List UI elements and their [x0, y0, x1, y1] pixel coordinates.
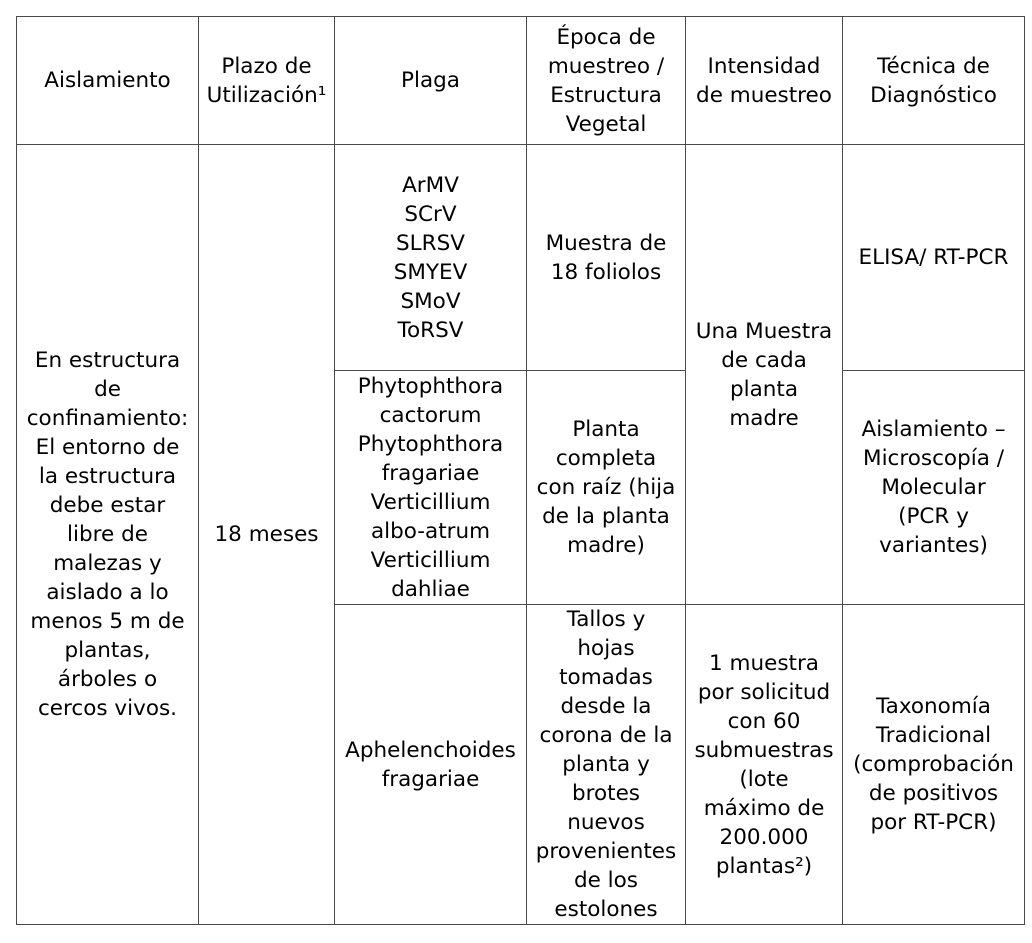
header-tecnica: Técnica de Diagnóstico — [843, 17, 1025, 145]
cell-aislamiento: En estructura de confinamiento: El entorno de la estructura debe estar libre de malezas y aislado a lo menos 5 m de plantas, árboles o cercos vivos. — [17, 145, 199, 925]
cell-plaga: ArMV SCrV SLRSV SMYEV SMoV ToRSV — [335, 145, 527, 371]
header-intensidad: Intensidad de muestreo — [686, 17, 843, 145]
cell-tecnica: Taxonomía Tradicional (comprobación de positivos por RT-PCR) — [843, 605, 1025, 925]
header-epoca: Época de muestreo / Estructura Vegetal — [527, 17, 686, 145]
sampling-table — [16, 16, 1025, 925]
header-plaga: Plaga — [335, 17, 527, 145]
cell-plazo: 18 meses — [199, 145, 335, 925]
cell-intensidad: Una Muestra de cada planta madre — [686, 145, 843, 605]
cell-epoca: Muestra de 18 foliolos — [527, 145, 686, 371]
cell-tecnica: ELISA/ RT-PCR — [843, 145, 1025, 371]
header-plazo: Plazo de Utilización¹ — [199, 17, 335, 145]
cell-epoca: Planta completa con raíz (hija de la planta madre) — [527, 371, 686, 605]
header-aislamiento: Aislamiento — [17, 17, 199, 145]
cell-intensidad: 1 muestra por solicitud con 60 submuestras (lote máximo de 200.000 plantas²) — [686, 605, 843, 925]
cell-tecnica: Aislamiento – Microscopía / Molecular (PCR y variantes) — [843, 371, 1025, 605]
cell-epoca: Tallos y hojas tomadas desde la corona de la planta y brotes nuevos provenientes de los estolones — [527, 605, 686, 925]
cell-plaga: Aphelenchoides fragariae — [335, 605, 527, 925]
cell-plaga: Phytophthora cactorum Phytophthora fragariae Verticillium albo-atrum Verticillium dahliae — [335, 371, 527, 605]
table-header-row — [17, 17, 1025, 145]
table-row — [17, 145, 1025, 371]
